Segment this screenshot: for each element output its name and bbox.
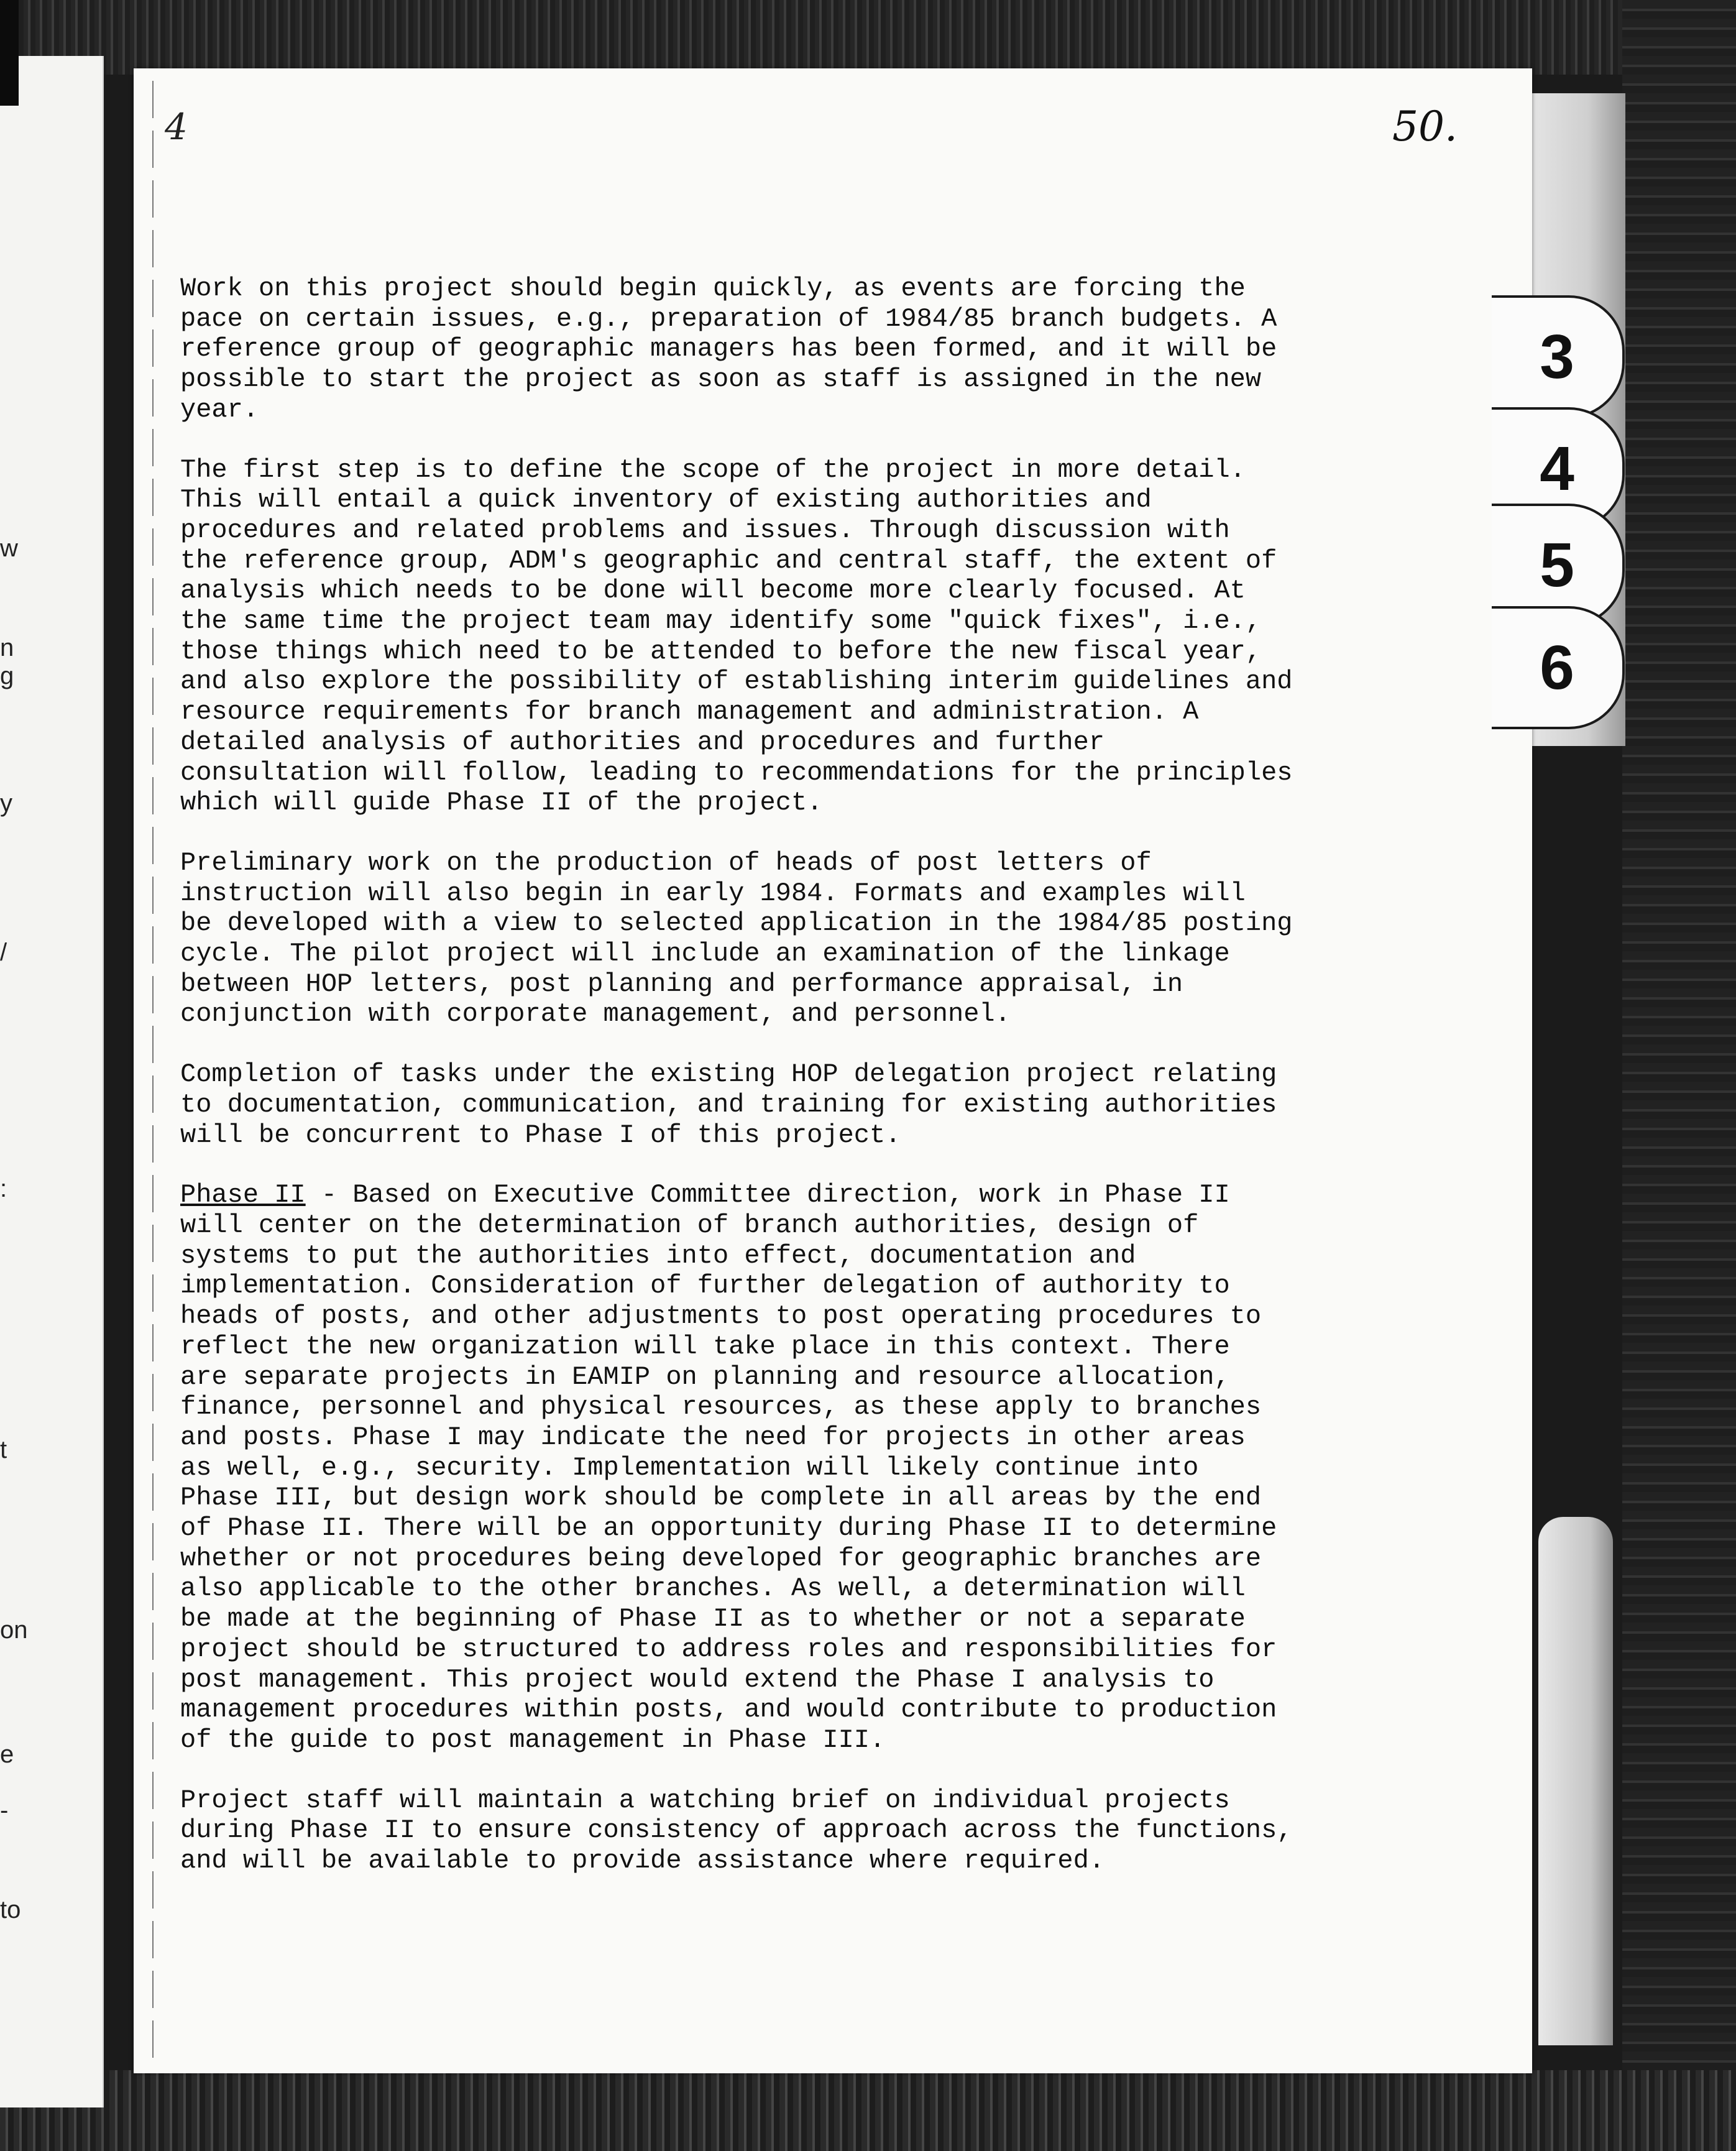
left-fragment: t bbox=[0, 1436, 7, 1463]
previous-page-edge bbox=[0, 56, 104, 2107]
left-fragment: to bbox=[0, 1896, 21, 1923]
handwritten-page-mark: 4 bbox=[165, 106, 188, 148]
left-fragment: g bbox=[0, 662, 14, 689]
paragraph: Completion of tasks under the existing HOP delegation project relating to documentation, communication, and training for existing authorities will be concurrent to Phase I of this project. bbox=[180, 1059, 1277, 1150]
scanner-border-top bbox=[0, 0, 1736, 75]
phase-ii-text: - Based on Executive Committee direction, work in Phase II will center on the determination of branch authorities, design of systems to put the authorities into effect, documentation and implementation. Consideration of further delegation of authority to heads of posts, and other adjustments to post operating procedures to reflect the new organization will take place in this context. There are separate projects in EAMIP on planning and resource allocation, finance, personnel and physical resources, as these apply to branches and posts. Phase I may indicate the need for projects in other areas as well, e.g., security. Implementation will likely continue into Phase III, but design work should be complete in all areas by the end of Phase II. There will be an opportunity during Phase II to determine whether or not procedures being developed for geographic branches are also applicable to the other branches. As well, a determination will be made at the beginning of Phase II as to whether or not a separate project should be structured to address roles and responsibilities for post management. This project would extend the Phase I analysis to management procedures within posts, and would contribute to production of the guide to post management in Phase III. bbox=[180, 1180, 1277, 1755]
left-fragment: : bbox=[0, 1175, 7, 1202]
tab-6[interactable]: 6 bbox=[1492, 606, 1625, 729]
left-fragment: on bbox=[0, 1616, 28, 1644]
paragraph: Project staff will maintain a watching brief on individual projects during Phase II to ensure consistency of approach across the functions, and will be available to provide assistance where required. bbox=[180, 1785, 1293, 1876]
document-page bbox=[134, 68, 1532, 2073]
tab-3[interactable]: 3 bbox=[1492, 295, 1625, 418]
document-body bbox=[180, 274, 1417, 1906]
paragraph: Work on this project should begin quickly, as events are forcing the pace on certain issues, e.g., preparation of 1984/85 branch budgets. A reference group of geographic managers has been formed, and it will be possible to start the project as soon as staff is assigned in the new year. bbox=[180, 274, 1277, 425]
paragraph-phase-ii bbox=[180, 1180, 1417, 1755]
binding-clip bbox=[0, 0, 19, 106]
tab-divider-strip-lower bbox=[1538, 1517, 1613, 2045]
paragraph: The first step is to define the scope of the project in more detail. This will entail a quick inventory of existing authorities and procedures and related problems and issues. Through discussion with the reference group, ADM's geographic and central staff, the extent of analysis which needs to be done will become more clearly focused. At the same time the project team may identify some "quick fixes", i.e., those things which need to be attended to before the new fiscal year, and also explore the possibility of establishing interim guidelines and resource requirements for branch management and administration. A detailed analysis of authorities and procedures and further consultation will follow, leading to recommendations for the principles which will guide Phase II of the project. bbox=[180, 454, 1293, 818]
tab-4[interactable]: 4 bbox=[1492, 407, 1625, 530]
left-fragment: y bbox=[0, 790, 12, 817]
phase-ii-heading: Phase II bbox=[180, 1180, 306, 1210]
handwritten-page-number: 50. bbox=[1392, 103, 1458, 150]
left-fragment: w bbox=[0, 535, 18, 562]
scanner-border-bottom bbox=[0, 2070, 1736, 2151]
left-fragment: n bbox=[0, 634, 14, 661]
tab-5[interactable]: 5 bbox=[1492, 504, 1625, 627]
scanner-border-right bbox=[1622, 0, 1736, 2151]
paragraph: Preliminary work on the production of heads of post letters of instruction will also begin in early 1984. Formats and examples will be developed with a view to selected application in the 1984/85 posting cycle. The pilot project will include an examination of the linkage between HOP letters, post planning and performance appraisal, in conjunction with corporate management, and personnel. bbox=[180, 847, 1293, 1029]
binding-line bbox=[152, 81, 154, 2058]
left-fragment: e bbox=[0, 1741, 14, 1768]
left-fragment: / bbox=[0, 939, 7, 966]
left-fragment: - bbox=[0, 1797, 9, 1824]
